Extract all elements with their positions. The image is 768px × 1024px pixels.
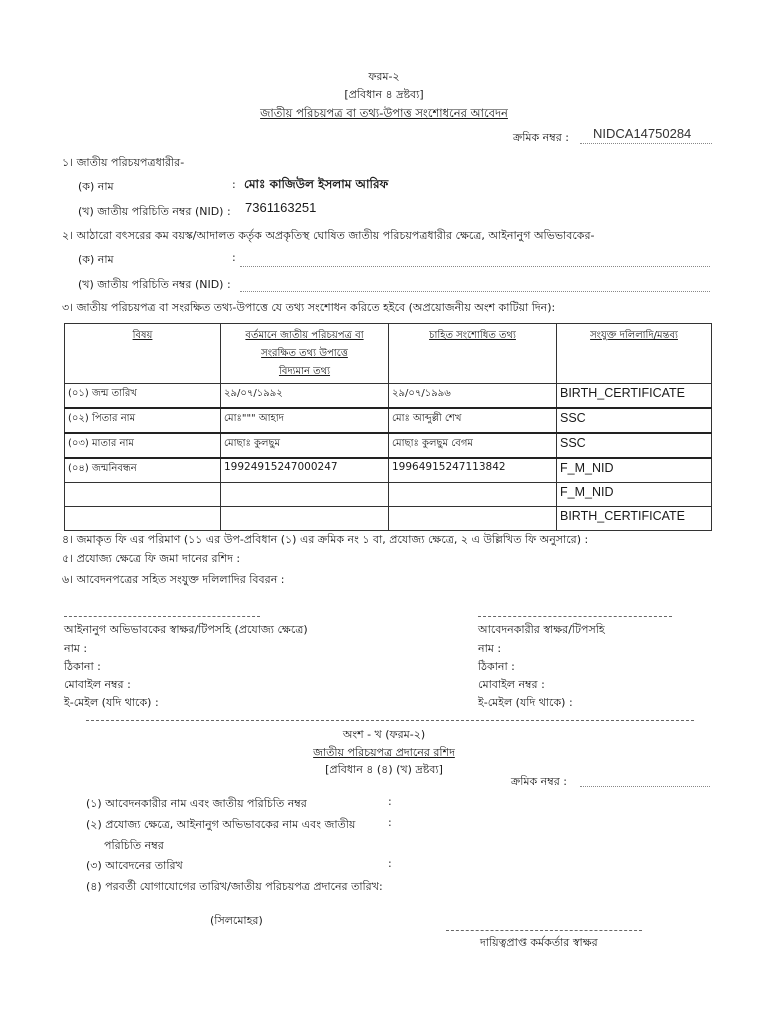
guardian-nid-label: (খ) জাতীয় পরিচিতি নম্বর (NID) : (78, 278, 231, 291)
receipt-item-2-cont: পরিচিতি নম্বর (104, 839, 164, 852)
serial-number-line (580, 143, 712, 144)
serial-number-value: NIDCA14750284 (593, 126, 692, 141)
col-documents-header: সংযুক্ত দলিলাদি/মন্তব্য (557, 324, 712, 384)
section4-fee: ৪। জমাকৃত ফি এর পরিমাণ (১১ এর উপ-প্রবিধান (১) এর ক্রমিক নং ১ বা, প্রযোজ্য ক্ষেত্রে, ২ এ উল্লিখিত ফি অনুসারে) : (62, 533, 589, 546)
guardian-nid-line (240, 291, 710, 292)
row-requested: 19964915247113842 (389, 458, 557, 483)
holder-name-value: মোঃ কাজিউল ইসলাম আরিফ (244, 177, 389, 191)
guardian-mobile-field: মোবাইল নম্বর : (64, 678, 131, 691)
tear-off-line (86, 720, 694, 721)
section3-heading: ৩। জাতীয় পরিচয়পত্র বা সংরক্ষিত তথ্য-উপাত্তে যে তথ্য সংশোধন করিতে হইবে (অপ্রয়োজনীয় অংশ কাটিয়া দিন): (62, 301, 556, 314)
col-requested-info-header: চাহিত সংশোধিত তথ্য (389, 324, 557, 384)
row-requested (389, 507, 557, 531)
applicant-address-field: ঠিকানা : (478, 660, 515, 673)
row-document: F_M_NID (557, 483, 712, 507)
row-current: 19924915247000247 (221, 458, 389, 483)
guardian-name-line (240, 266, 710, 267)
row-document: SSC (557, 433, 712, 458)
applicant-mobile-field: মোবাইল নম্বর : (478, 678, 545, 691)
holder-nid-value: 7361163251 (245, 200, 317, 215)
row-current: মোছাঃ কুলছুম (221, 433, 389, 458)
table-row (65, 483, 712, 507)
part-kha-heading: অংশ - খ (ফরম-২) (342, 728, 426, 741)
part-kha-serial-line (580, 786, 710, 787)
row-current (221, 483, 389, 507)
row-subject (65, 507, 221, 531)
section2-heading: ২। আঠারো বৎসরের কম বয়স্ক/আদালত কর্তৃক অপ্রকৃতিস্থ ঘোষিত জাতীয় পরিচয়পত্রধারীর ক্ষেত্রে, আইনানুগ অভিভাবকের- (62, 229, 595, 242)
row-requested: ২৯/০৭/১৯৯৬ (389, 384, 557, 409)
form-title: জাতীয় পরিচয়পত্র বা তথ্য-উপাত্ত সংশোধনের আবেদন (260, 106, 508, 120)
col-current-info-header: বর্তমানে জাতীয় পরিচয়পত্র বা সংরক্ষিত তথ্য উপাত্তে বিদ্যমান তথ্য (221, 324, 389, 384)
row-subject: (০১) জন্ম তারিখ (65, 384, 221, 409)
guardian-name-colon: : (232, 251, 236, 264)
table-header-row (65, 324, 712, 384)
officer-signature-label: দায়িত্বপ্রাপ্ত কর্মকর্তার স্বাক্ষর (480, 936, 598, 949)
guardian-email-field: ই-মেইল (যদি থাকে) : (64, 696, 159, 709)
row-document: BIRTH_CERTIFICATE (557, 507, 712, 531)
table-row (65, 408, 712, 433)
col-subject-header: বিষয় (65, 324, 221, 384)
row-subject (65, 483, 221, 507)
row-subject: (০২) পিতার নাম (65, 408, 221, 433)
receipt-item-2: (২) প্রযোজ্য ক্ষেত্রে, আইনানুগ অভিভাবকের নাম এবং জাতীয় (86, 818, 356, 831)
receipt-item-1-colon: : (388, 795, 392, 808)
row-current: ২৯/০৭/১৯৯২ (221, 384, 389, 409)
section6-attachments: ৬। আবেদনপত্রের সহিত সংযুক্ত দলিলাদির বিবরন : (62, 573, 285, 586)
row-subject: (০৪) জন্মনিবন্ধন (65, 458, 221, 483)
rule-reference: [প্রবিধান ৪ দ্রষ্টব্য] (344, 88, 424, 101)
form-number: ফরম-২ (368, 70, 400, 83)
holder-nid-label: (খ) জাতীয় পরিচিতি নম্বর (NID) : (78, 205, 231, 218)
receipt-item-1: (১) আবেদনকারীর নাম এবং জাতীয় পরিচিতি নম্বর (86, 797, 307, 810)
row-requested: মোঃ আব্দুল্লী শেখ (389, 408, 557, 433)
section1-heading: ১। জাতীয় পরিচয়পত্রধারীর- (62, 156, 185, 169)
correction-table (64, 323, 712, 531)
table-row (65, 384, 712, 409)
part-kha-serial-label: ক্রমিক নম্বর : (511, 775, 567, 788)
applicant-name-field: নাম : (478, 642, 502, 655)
applicant-signature-line (478, 616, 672, 617)
receipt-item-2-colon: : (388, 816, 392, 829)
row-current: মোঃ""" আহাদ (221, 408, 389, 433)
serial-number-label: ক্রমিক নম্বর : (513, 131, 569, 144)
receipt-item-3: (৩) আবেদনের তারিখ (86, 859, 183, 872)
receipt-item-3-colon: : (388, 857, 392, 870)
table-row (65, 507, 712, 531)
row-subject: (০৩) মাতার নাম (65, 433, 221, 458)
part-kha-rule-reference: [প্রবিধান ৪ (৪) (খ) দ্রষ্টব্য] (325, 763, 443, 776)
row-document: F_M_NID (557, 458, 712, 483)
officer-signature-line (446, 930, 642, 931)
row-document: SSC (557, 408, 712, 433)
guardian-signature-title: আইনানুগ অভিভাবকের স্বাক্ষর/টিপসহি (প্রযোজ্য ক্ষেত্রে) (64, 623, 308, 636)
seal-label: (সিলমোহর) (210, 914, 263, 927)
table-row (65, 433, 712, 458)
applicant-email-field: ই-মেইল (যদি থাকে) : (478, 696, 573, 709)
applicant-signature-title: আবেদনকারীর স্বাক্ষর/টিপসহি (478, 623, 605, 636)
holder-name-colon: : (232, 178, 236, 191)
section5-receipt: ৫। প্রযোজ্য ক্ষেত্রে ফি জমা দানের রশিদ : (62, 552, 241, 565)
guardian-name-label: (ক) নাম (78, 253, 114, 266)
row-current (221, 507, 389, 531)
guardian-name-field: নাম : (64, 642, 88, 655)
receipt-item-4: (৪) পরবর্তী যোগাযোগের তারিখ/জাতীয় পরিচয়পত্র প্রদানের তারিখ: (86, 880, 383, 893)
table-row (65, 458, 712, 483)
guardian-signature-line (64, 616, 260, 617)
row-requested (389, 483, 557, 507)
part-kha-title: জাতীয় পরিচয়পত্র প্রদানের রশিদ (313, 746, 455, 759)
guardian-address-field: ঠিকানা : (64, 660, 101, 673)
row-document: BIRTH_CERTIFICATE (557, 384, 712, 409)
holder-name-label: (ক) নাম (78, 180, 114, 193)
row-requested: মোছাঃ কুলছুম বেগম (389, 433, 557, 458)
